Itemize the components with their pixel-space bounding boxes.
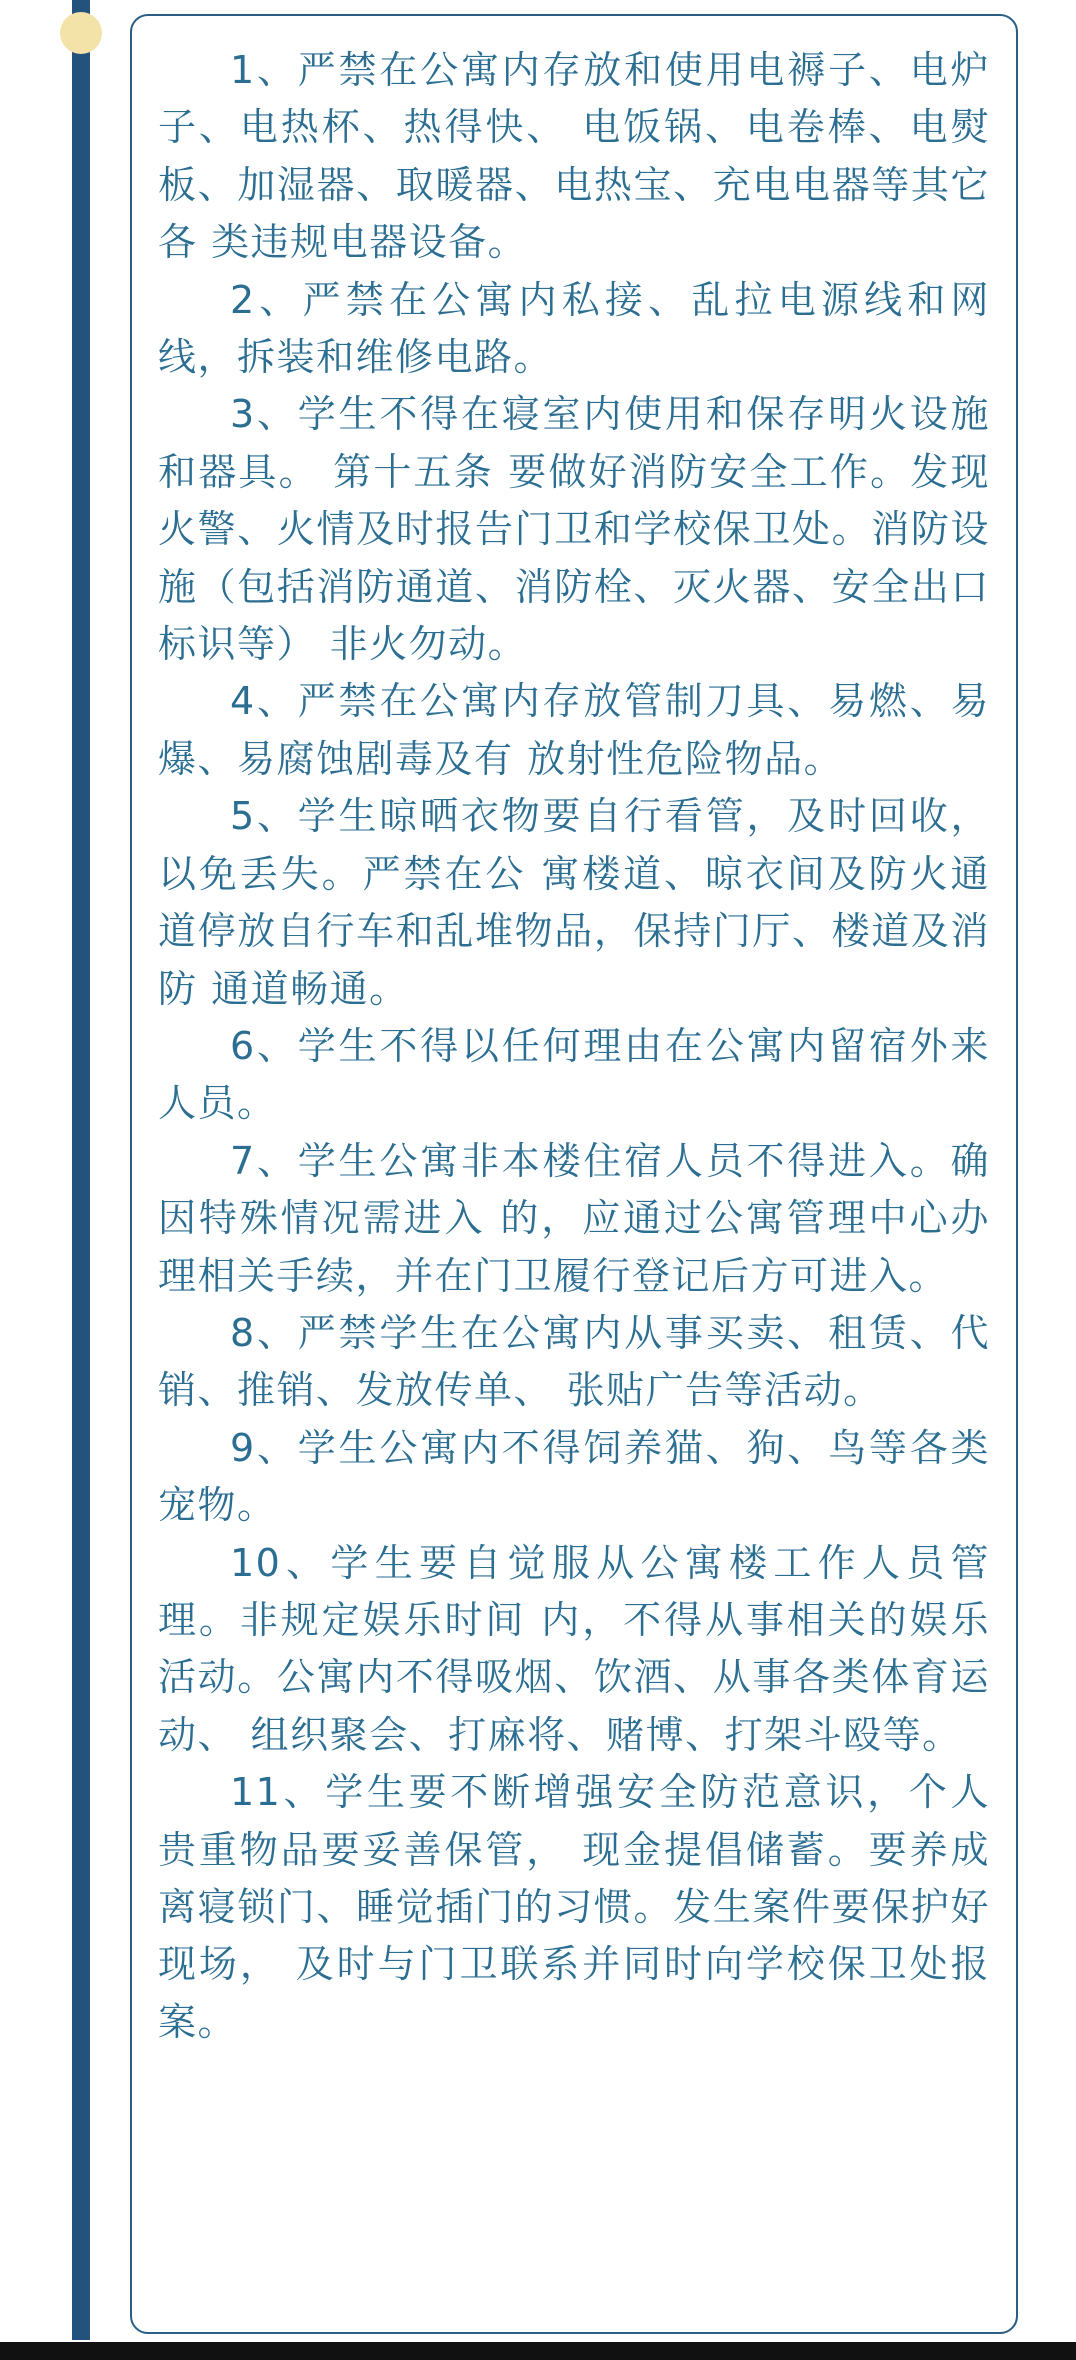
bottom-edge <box>0 2342 1076 2360</box>
rule-item: 6、学生不得以任何理由在公寓内留宿外来人员。 <box>158 1023 990 1126</box>
timeline-dot <box>60 12 102 54</box>
rule-item: 7、学生公寓非本楼住宿人员不得进入。确因特殊情况需进入 的，应通过公寓管理中心办理相关手续，并在门卫履行登记后方可进入。 <box>158 1138 990 1298</box>
rule-item: 10、学生要自觉服从公寓楼工作人员管理。非规定娱乐时间 内，不得从事相关的娱乐活动。公寓内不得吸烟、饮酒、从事各类体育运动、 组织聚会、打麻将、赌博、打架斗殴等。 <box>158 1540 990 1757</box>
rules-card <box>130 14 1018 2334</box>
rule-item: 4、严禁在公寓内存放管制刀具、易燃、易爆、易腐蚀剧毒及有 放射性危险物品。 <box>158 679 990 781</box>
rule-item: 1、严禁在公寓内存放和使用电褥子、电炉子、电热杯、热得快、 电饭锅、电卷棒、电熨板、加湿器、取暖器、电热宝、充电电器等其它各 类违规电器设备。 <box>158 48 990 265</box>
timeline-rail <box>72 0 90 2340</box>
rule-item: 2、严禁在公寓内私接、乱拉电源线和网线，拆装和维修电路。 <box>158 277 990 380</box>
rule-item: 5、学生晾晒衣物要自行看管，及时回收，以免丢失。严禁在公 寓楼道、晾衣间及防火通道停放自行车和乱堆物品，保持门厅、楼道及消防 通道畅通。 <box>158 794 990 1011</box>
rule-item: 11、学生要不断增强安全防范意识，个人贵重物品要妥善保管， 现金提倡储蓄。要养成离寝锁门、睡觉插门的习惯。发生案件要保护好现场， 及时与门卫联系并同时向学校保卫处报案。 <box>158 1770 990 2044</box>
rule-item: 9、学生公寓内不得饲养猫、狗、鸟等各类宠物。 <box>158 1425 990 1528</box>
rule-item: 8、严禁学生在公寓内从事买卖、租赁、代销、推销、发放传单、 张贴广告等活动。 <box>158 1310 990 1413</box>
rule-item: 3、学生不得在寝室内使用和保存明火设施和器具。 第十五条 要做好消防安全工作。发现火警、火情及时报告门卫和学校保卫处。消防设施（包括消防通道、消防栓、灭火器、安全出口标识等） 非火勿动。 <box>158 392 990 667</box>
